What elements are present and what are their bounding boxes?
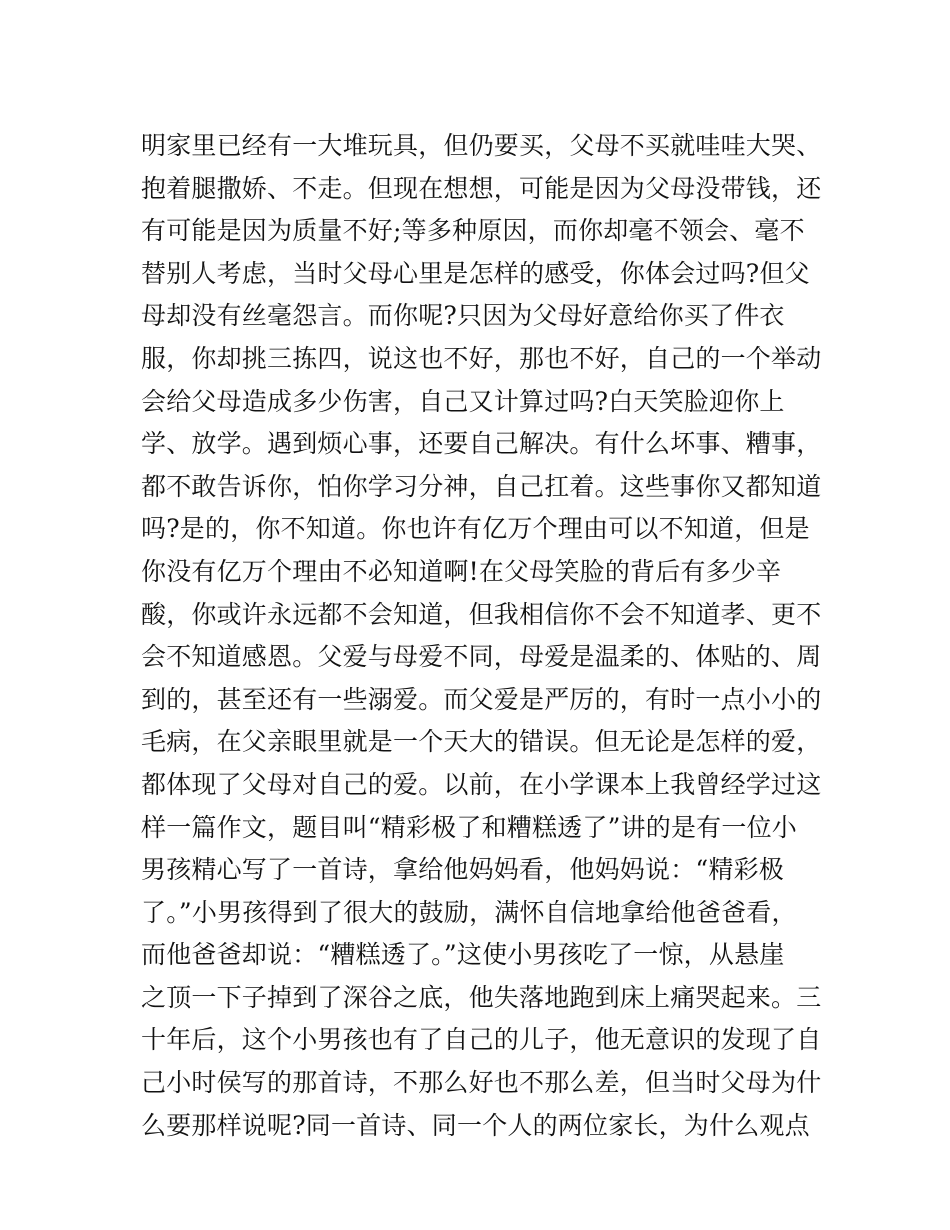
text-line: 明家里已经有一大堆玩具，但仍要买，父母不买就哇哇大哭、 [141,131,822,160]
text-line: 都体现了父母对自己的爱。以前，在小学课本上我曾经学过这 [141,769,822,799]
body-text [141,125,821,1147]
text-line: 男孩精心写了一首诗，拿给他妈妈看，他妈妈说：“精彩极 [141,855,784,885]
text-line: 了。”小男孩得到了很大的鼓励，满怀自信地拿给他爸爸看， [141,897,797,927]
text-line: 到的，甚至还有一些溺爱。而父爱是严厉的，有时一点小小的 [141,684,822,714]
text-line: 学、放学。遇到烦心事，还要自己解决。有什么坏事、糟事， [141,429,822,459]
text-line: 么要那样说呢?同一首诗、同一个人的两位家长，为什么观点 [141,1110,810,1140]
text-line: 十年后，这个小男孩也有了自己的儿子，他无意识的发现了自 [141,1025,822,1055]
text-line: 母却没有丝毫怨言。而你呢?只因为父母好意给你买了件衣 [141,301,785,331]
text-line: 毛病，在父亲眼里就是一个天大的错误。但无论是怎样的爱， [141,727,822,757]
text-line: 你没有亿万个理由不必知道啊!在父母笑脸的背后有多少辛 [141,556,782,586]
text-line: 样一篇作文，题目叫“精彩极了和糟糕透了”讲的是有一位小 [141,812,797,842]
text-line: 而他爸爸却说：“糟糕透了。”这使小男孩吃了一惊，从悬崖 [141,940,785,970]
text-line: 会不知道感恩。父爱与母爱不同，母爱是温柔的、体贴的、周 [141,642,822,672]
text-line: 己小时侯写的那首诗，不那么好也不那么差，但当时父母为什 [141,1068,822,1098]
text-line: 替别人考虑，当时父母心里是怎样的感受，你体会过吗?但父 [141,258,810,288]
text-line: 服，你却挑三拣四，说这也不好，那也不好，自己的一个举动 [141,343,822,373]
text-line: 酸，你或许永远都不会知道，但我相信你不会不知道孝、更不 [141,599,822,629]
text-line: 吗?是的，你不知道。你也许有亿万个理由可以不知道，但是 [141,514,810,544]
text-line: 抱着腿撒娇、不走。但现在想想，可能是因为父母没带钱，还 [141,173,822,203]
text-line: 有可能是因为质量不好;等多种原因，而你却毫不领会、毫不 [141,216,805,246]
text-line: 会给父母造成多少伤害，自己又计算过吗?白天笑脸迎你上 [141,386,785,416]
text-line: 之顶一下子掉到了深谷之底，他失落地跑到床上痛哭起来。三 [141,982,822,1012]
text-line: 都不敢告诉你，怕你学习分神，自己扛着。这些事你又都知道 [141,471,822,501]
